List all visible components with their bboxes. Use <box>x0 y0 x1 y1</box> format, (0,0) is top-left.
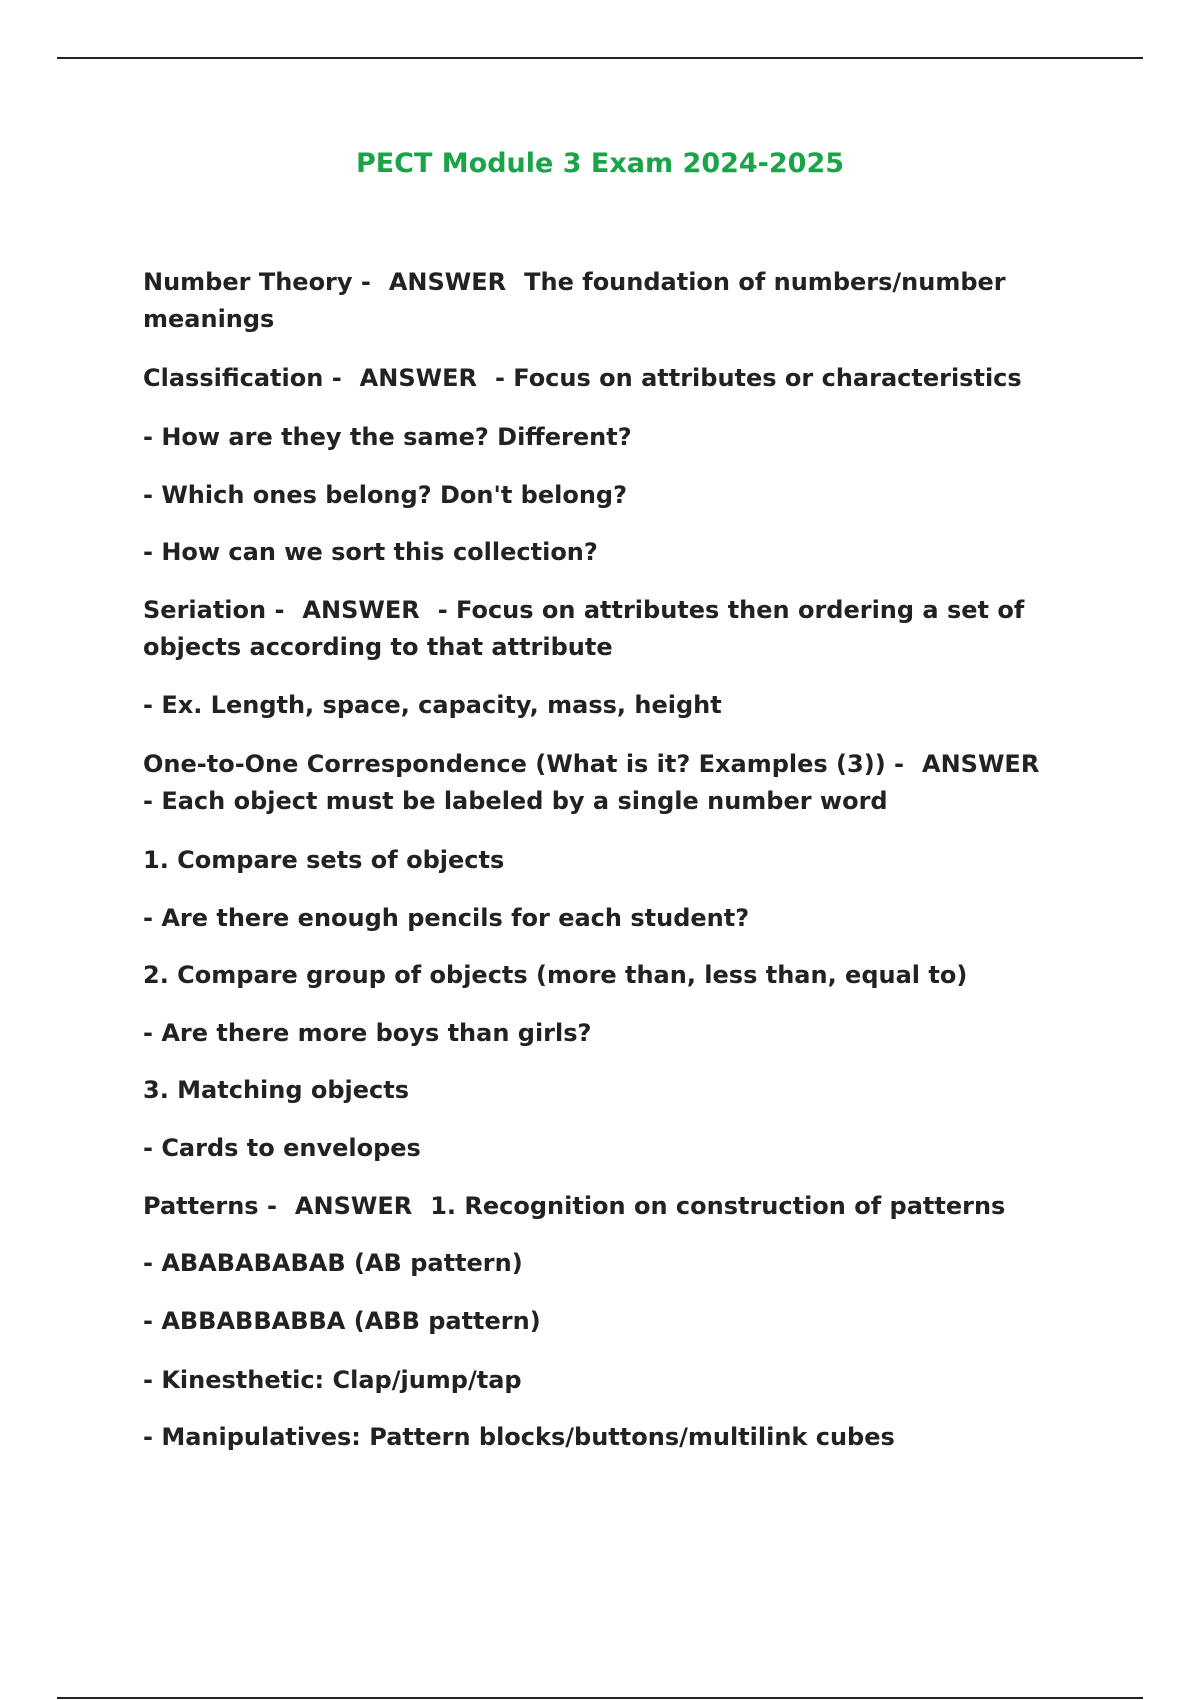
separator: - <box>360 268 371 296</box>
qa-classification <box>143 360 1093 396</box>
answer-label: ANSWER <box>388 268 507 296</box>
detail-line: 1. Compare sets of objects <box>143 846 505 874</box>
detail-line: - Are there more boys than girls? <box>143 1019 592 1047</box>
answer-text: The foundation of numbers/number meanings <box>143 268 1006 333</box>
bottom-rule <box>57 1697 1143 1699</box>
detail-line: - Kinesthetic: Clap/jump/tap <box>143 1366 522 1394</box>
separator: - <box>894 750 904 778</box>
detail-line: - Which ones belong? Don't belong? <box>143 481 628 509</box>
qa-patterns <box>143 1188 1093 1224</box>
answer-text: 1. Recognition on construction of patterns <box>430 1192 1006 1220</box>
detail-line: - How are they the same? Different? <box>143 423 632 451</box>
detail-line: - Ex. Length, space, capacity, mass, height <box>143 691 722 719</box>
qa-one-to-one <box>143 746 1093 820</box>
page-title: PECT Module 3 Exam 2024-2025 <box>355 148 845 179</box>
term: Number Theory <box>143 268 353 296</box>
detail-line: - How can we sort this collection? <box>143 538 598 566</box>
separator: - <box>331 364 342 392</box>
answer-text: - Each object must be labeled by a single number word <box>143 787 888 815</box>
detail-line: 3. Matching objects <box>143 1076 410 1104</box>
answer-label: ANSWER <box>294 1192 413 1220</box>
answer-label: ANSWER <box>922 750 1040 778</box>
term: Patterns <box>143 1192 259 1220</box>
answer-text: - Focus on attributes then ordering a set of objects according to that attribute <box>143 596 1025 661</box>
detail-line: - Are there enough pencils for each student? <box>143 904 750 932</box>
detail-line: - ABABABABAB (AB pattern) <box>143 1249 523 1277</box>
qa-number-theory <box>143 264 1093 338</box>
detail-line: - Cards to envelopes <box>143 1134 421 1162</box>
detail-line: - ABBABBABBA (ABB pattern) <box>143 1307 541 1335</box>
term: Classification <box>143 364 324 392</box>
separator: - <box>266 1192 277 1220</box>
answer-label: ANSWER <box>302 596 420 624</box>
answer-text: - Focus on attributes or characteristics <box>494 364 1022 392</box>
separator: - <box>274 596 285 624</box>
answer-label: ANSWER <box>359 364 477 392</box>
detail-line: - Manipulatives: Pattern blocks/buttons/multilink cubes <box>143 1423 895 1451</box>
top-rule <box>57 57 1143 59</box>
detail-line: 2. Compare group of objects (more than, less than, equal to) <box>143 961 968 989</box>
qa-seriation <box>143 592 1093 666</box>
term: Seriation <box>143 596 267 624</box>
term: One-to-One Correspondence (What is it? Examples (3)) <box>143 750 886 778</box>
